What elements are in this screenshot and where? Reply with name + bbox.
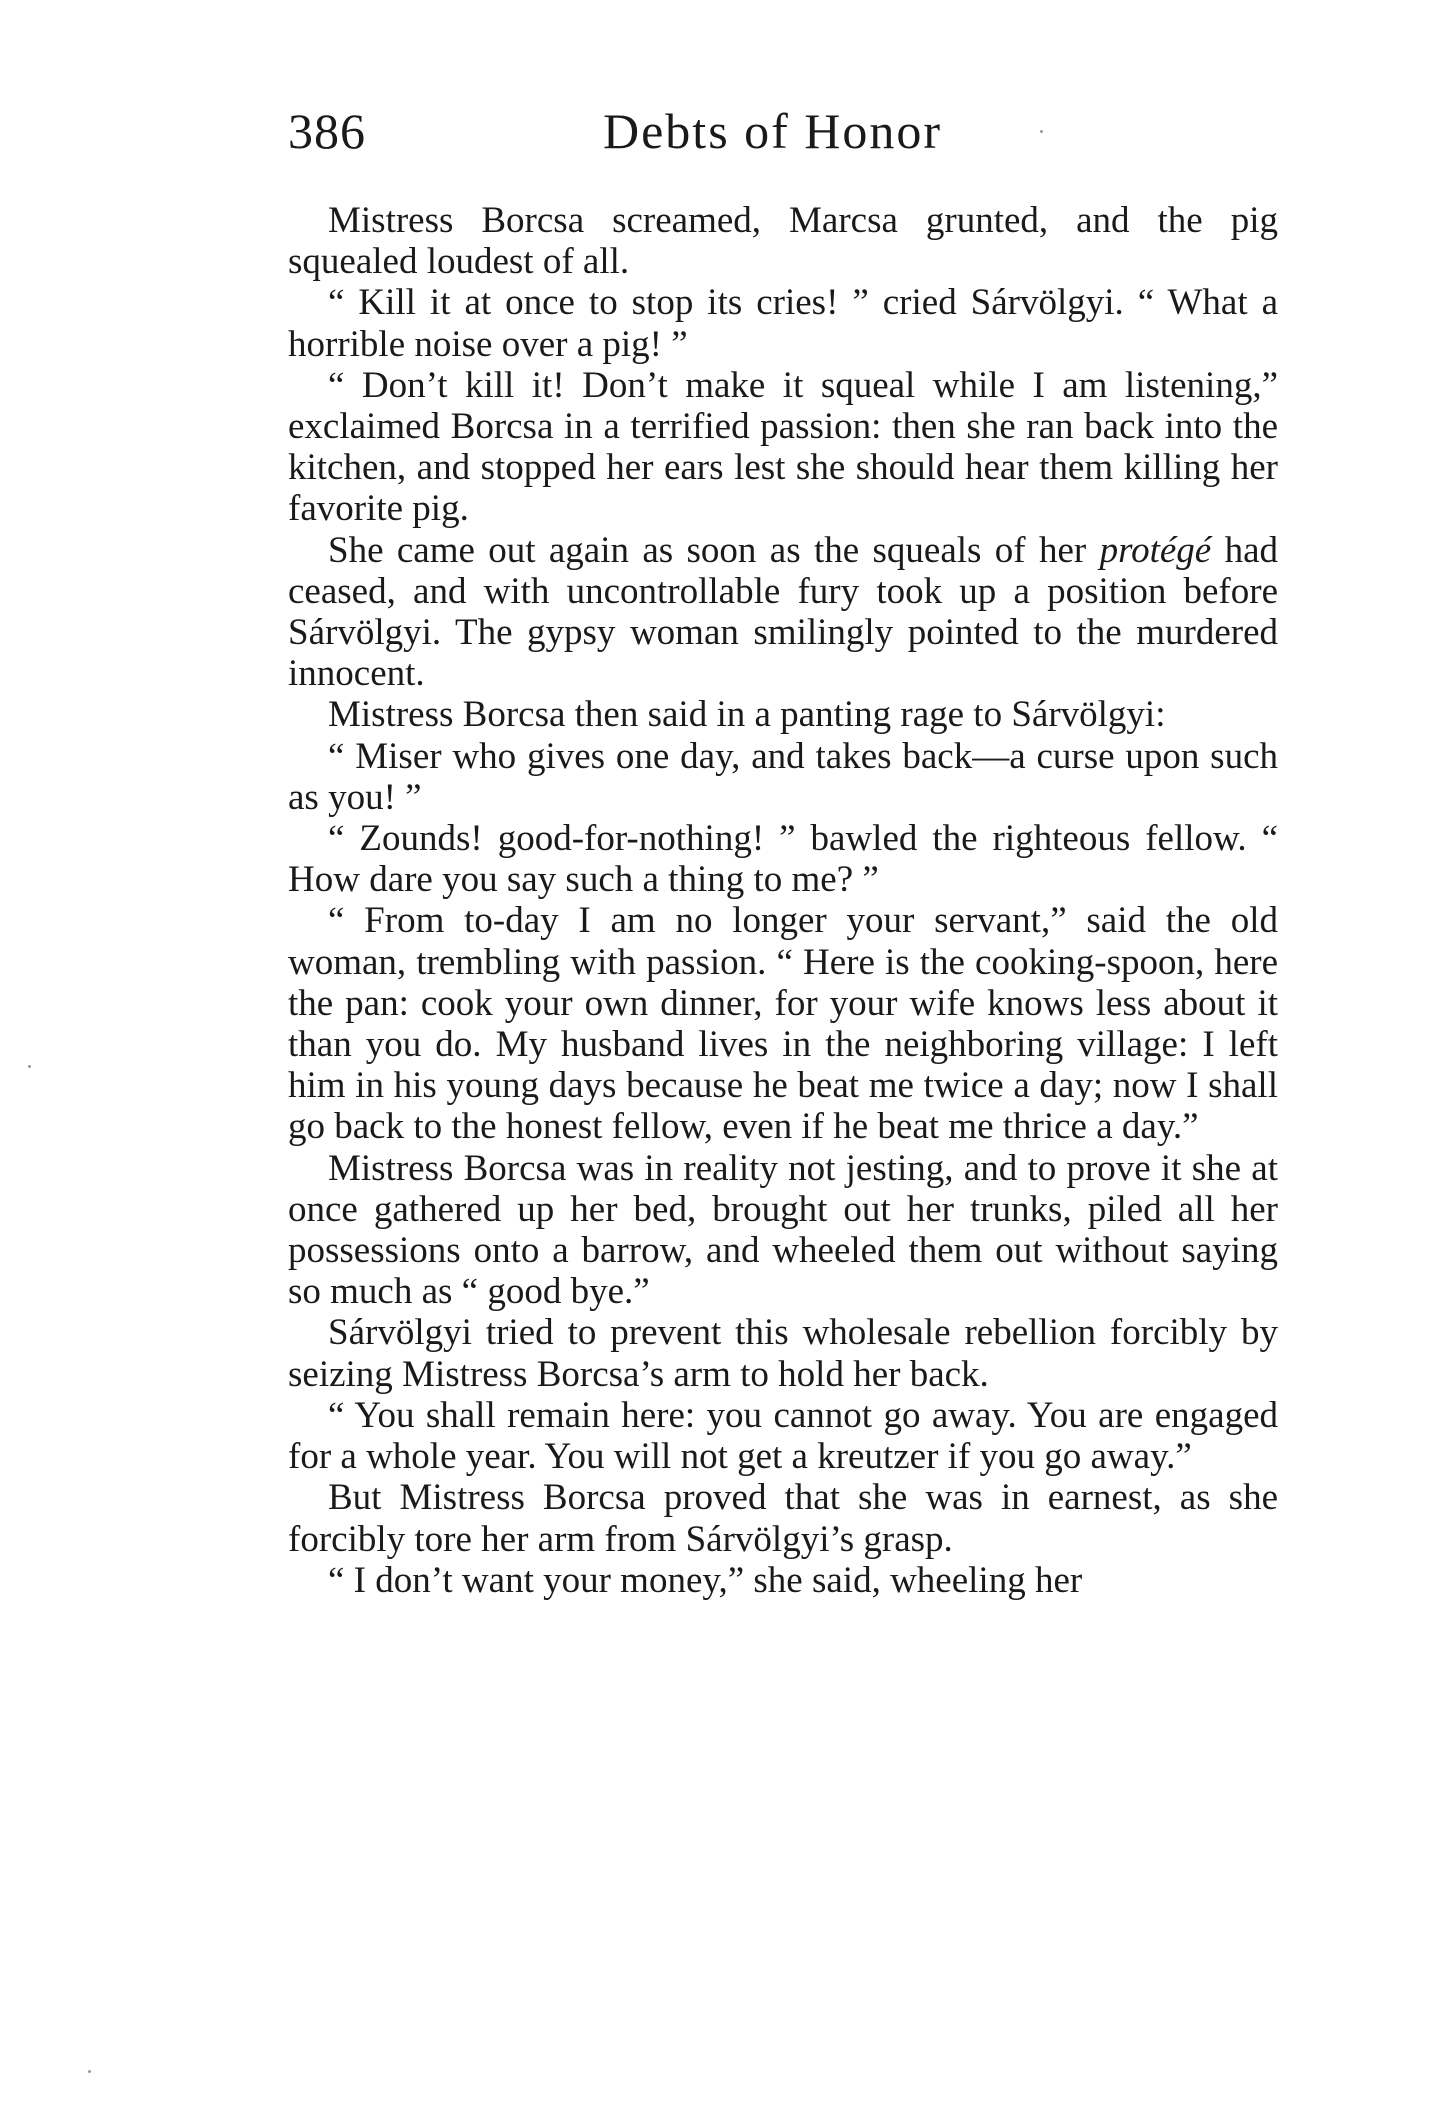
paragraph: “ From to-day I am no longer your servant,” said the old woman, trembling with passion. “ Here is the cooking-spoon, here the pan: cook your own dinner, for your wife knows less about it than you do. My husband lives in the neighboring village: I left him in his young days because he beat me twice a day; now I shall go back to the honest fellow, even if he beat me thrice a day.”	[288, 900, 1278, 1148]
paragraph: “ Don’t kill it! Don’t make it squeal while I am listening,” exclaimed Borcsa in a terrified passion: then she ran back into the kitchen, and stopped her ears lest she should hear them killing her favorite pig.	[288, 364, 1278, 530]
paragraph-text: had ceased, and with uncontrollable fury took up a position before Sárvölgyi. The gypsy woman smilingly pointed to the murdered innocent.	[288, 529, 1278, 695]
page-number: 386	[288, 103, 366, 159]
paragraph: But Mistress Borcsa proved that she was in earnest, as she forcibly tore her arm from Sárvölgyi’s grasp.	[288, 1477, 1278, 1560]
paragraph	[288, 530, 1278, 695]
paragraph: “ Kill it at once to stop its cries! ” cried Sárvölgyi. “ What a horrible noise over a pig! ”	[288, 282, 1278, 365]
paper-speck	[88, 2070, 91, 2073]
running-head	[288, 102, 1278, 172]
paragraph: “ You shall remain here: you cannot go away. You are engaged for a whole year. You will not get a kreutzer if you go away.”	[288, 1394, 1278, 1478]
italic-word: protégé	[1099, 529, 1212, 571]
paragraph-text: She came out again as soon as the squeals of her	[328, 529, 1100, 571]
paragraph: “ Miser who gives one day, and takes back—a curse upon such as you! ”	[288, 735, 1278, 818]
paragraph: Mistress Borcsa then said in a panting rage to Sárvölgyi:	[328, 694, 1166, 736]
paragraph: Mistress Borcsa was in reality not jesting, and to prove it she at once gathered up her bed, brought out her trunks, piled all her possessions onto a barrow, and wheeled them out without saying so much as “ good bye.”	[288, 1147, 1278, 1313]
paper-speck	[1040, 130, 1043, 133]
body-text	[288, 200, 1278, 1601]
paragraph: “ I don’t want your money,” she said, wheeling her	[328, 1559, 1083, 1601]
paragraph: Mistress Borcsa screamed, Marcsa grunted, and the pig squealed loudest of all.	[288, 200, 1278, 283]
paragraph: “ Zounds! good-for-nothing! ” bawled the righteous fellow. “ How dare you say such a thing to me? ”	[288, 818, 1278, 901]
paper-speck	[28, 1065, 31, 1068]
paragraph: Sárvölgyi tried to prevent this wholesale rebellion forcibly by seizing Mistress Borcsa’s arm to hold her back.	[288, 1312, 1278, 1395]
running-title: Debts of Honor	[603, 103, 943, 159]
